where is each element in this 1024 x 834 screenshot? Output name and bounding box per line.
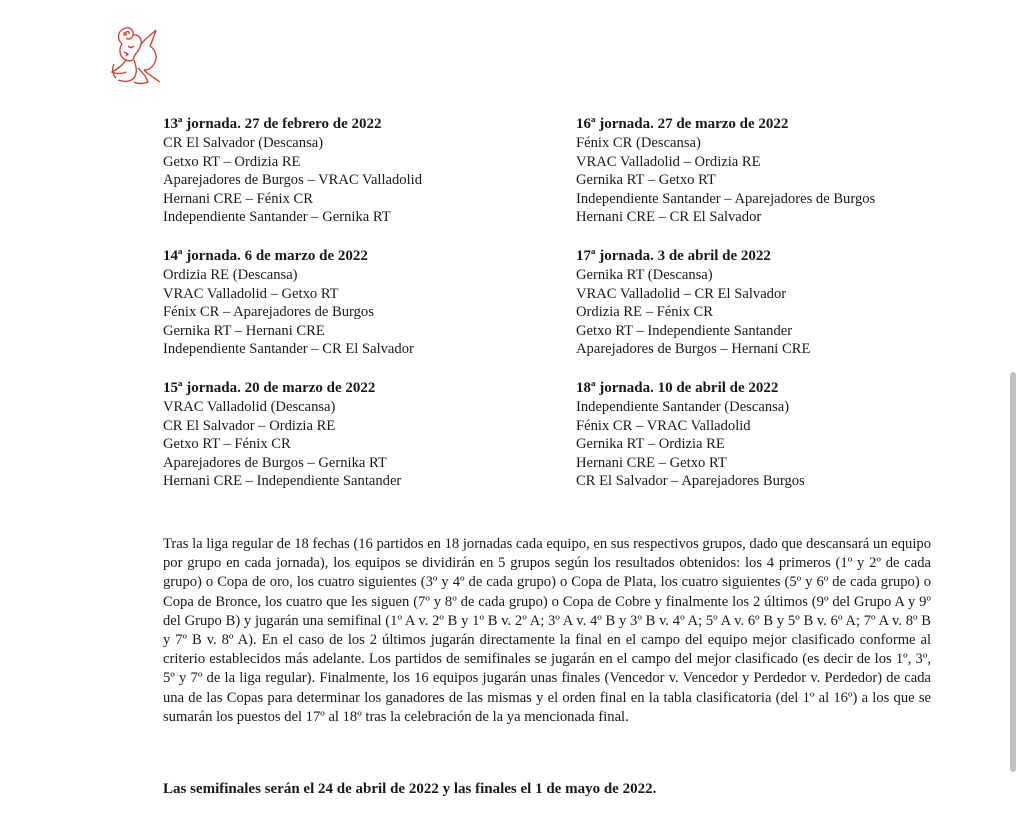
final-dates-note: Las semifinales serán el 24 de abril de 2022 y las finales el 1 de mayo de 2022. bbox=[163, 781, 657, 797]
round-14-title: 14ª jornada. 6 de marzo de 2022 bbox=[163, 247, 368, 264]
round-13-title: 13ª jornada. 27 de febrero de 2022 bbox=[163, 116, 382, 132]
match-line: CR El Salvador – Aparejadores Burgos bbox=[576, 473, 805, 490]
round-17-title: 17ª jornada. 3 de abril de 2022 bbox=[576, 247, 771, 264]
round-15-title: 15ª jornada. 20 de marzo de 2022 bbox=[163, 379, 376, 396]
match-line: Gernika RT – Getxo RT bbox=[576, 172, 716, 189]
match-line: VRAC Valladolid – CR El Salvador bbox=[576, 285, 787, 302]
right-column bbox=[576, 115, 976, 511]
left-column bbox=[163, 115, 563, 511]
match-line: VRAC Valladolid – Getxo RT bbox=[163, 285, 339, 302]
round-18-block bbox=[576, 379, 976, 491]
match-line: CR El Salvador – Ordizia RE bbox=[163, 417, 336, 434]
match-line: Aparejadores de Burgos – Gernika RT bbox=[163, 454, 387, 471]
match-line: Hernani CRE – Getxo RT bbox=[576, 454, 727, 471]
match-line: Independiente Santander – Gernika RT bbox=[163, 209, 391, 226]
match-line: Aparejadores de Burgos – Hernani CRE bbox=[576, 341, 811, 358]
round-18-title: 18ª jornada. 10 de abril de 2022 bbox=[576, 379, 779, 396]
match-line: Gernika RT (Descansa) bbox=[576, 266, 713, 283]
playoff-format-paragraph: Tras la liga regular de 18 fechas (16 partidos en 18 jornadas cada equipo, en sus respectivos grupos, dado que descansará un equipo por grupo en cada jornada), los equipos se dividirán en 5 grupos según los resultados obtenidos: los 4 primeros (1º y 2º de cada grupo) o Copa de oro, los cuatro siguientes (3º y 4º de cada grupo) o Copa de Plata, los cuatro siguientes (5º y 6º de cada grupo) o Copa de Bronce, los cuatro que les siguen (7º y 8º de cada grupo) o Copa de Cobre y finalmente los 2 últimos (9º del Grupo A y 9º del Grupo B) y jugarán una semifinal (1º A v. 2º B y 1º B v. 2º A; 3º A v. 4º B y 3º B v. 4º A; 5º A v. 6º B y 5º B v. 6º A; 7º A v. 8º B y 7º B v. 8º A). En el caso de los 2 últimos jugarán directamente la final en el campo del equipo mejor clasificado conforme al criterio establecidos más adelante. Los partidos de semifinales se jugarán en el campo del mejor clasificado (es decir de los 1º, 3º, 5º y 7º de la liga regular). Finalmente, los 16 equipos jugarán unas finales (Vencedor v. Vencedor y Perdedor v. Perdedor) de cada una de las Copas para determinar los ganadores de las mismas y el orden final en la tabla clasificatoria (del 1º al 16º) a los que se sumarán los puestos del 17º al 18º tras la celebración de la ya mencionada final. bbox=[163, 536, 931, 725]
match-line: Fénix CR (Descansa) bbox=[576, 135, 701, 151]
round-16-title: 16ª jornada. 27 de marzo de 2022 bbox=[576, 116, 789, 132]
match-line: Aparejadores de Burgos – VRAC Valladolid bbox=[163, 172, 423, 189]
match-line: VRAC Valladolid – Ordizia RE bbox=[576, 153, 761, 170]
lion-crest-icon bbox=[108, 24, 164, 86]
match-line: Getxo RT – Independiente Santander bbox=[576, 322, 793, 339]
match-line: Fénix CR – VRAC Valladolid bbox=[576, 417, 751, 434]
match-line: Ordizia RE (Descansa) bbox=[163, 266, 298, 283]
match-line: Hernani CRE – Independiente Santander bbox=[163, 473, 402, 490]
match-line: Independiente Santander – Aparejadores de Burgos bbox=[576, 190, 876, 207]
match-line: Independiente Santander (Descansa) bbox=[576, 398, 790, 415]
match-line: Ordizia RE – Fénix CR bbox=[576, 304, 714, 321]
vertical-scrollbar[interactable] bbox=[1010, 372, 1016, 772]
match-line: Independiente Santander – CR El Salvador bbox=[163, 341, 414, 358]
match-line: Hernani CRE – CR El Salvador bbox=[576, 209, 762, 226]
match-line: Getxo RT – Ordizia RE bbox=[163, 153, 301, 170]
match-line: Getxo RT – Fénix CR bbox=[163, 436, 291, 453]
match-line: Gernika RT – Hernani CRE bbox=[163, 322, 325, 339]
round-13-block bbox=[163, 115, 563, 227]
match-line: VRAC Valladolid (Descansa) bbox=[163, 398, 336, 415]
match-line: Gernika RT – Ordizia RE bbox=[576, 436, 725, 453]
round-17-block bbox=[576, 247, 976, 359]
round-15-block bbox=[163, 379, 563, 491]
match-line: Hernani CRE – Fénix CR bbox=[163, 190, 313, 207]
match-line: CR El Salvador (Descansa) bbox=[163, 135, 324, 151]
match-line: Fénix CR – Aparejadores de Burgos bbox=[163, 304, 374, 321]
round-16-block bbox=[576, 115, 976, 227]
round-14-block bbox=[163, 247, 563, 359]
